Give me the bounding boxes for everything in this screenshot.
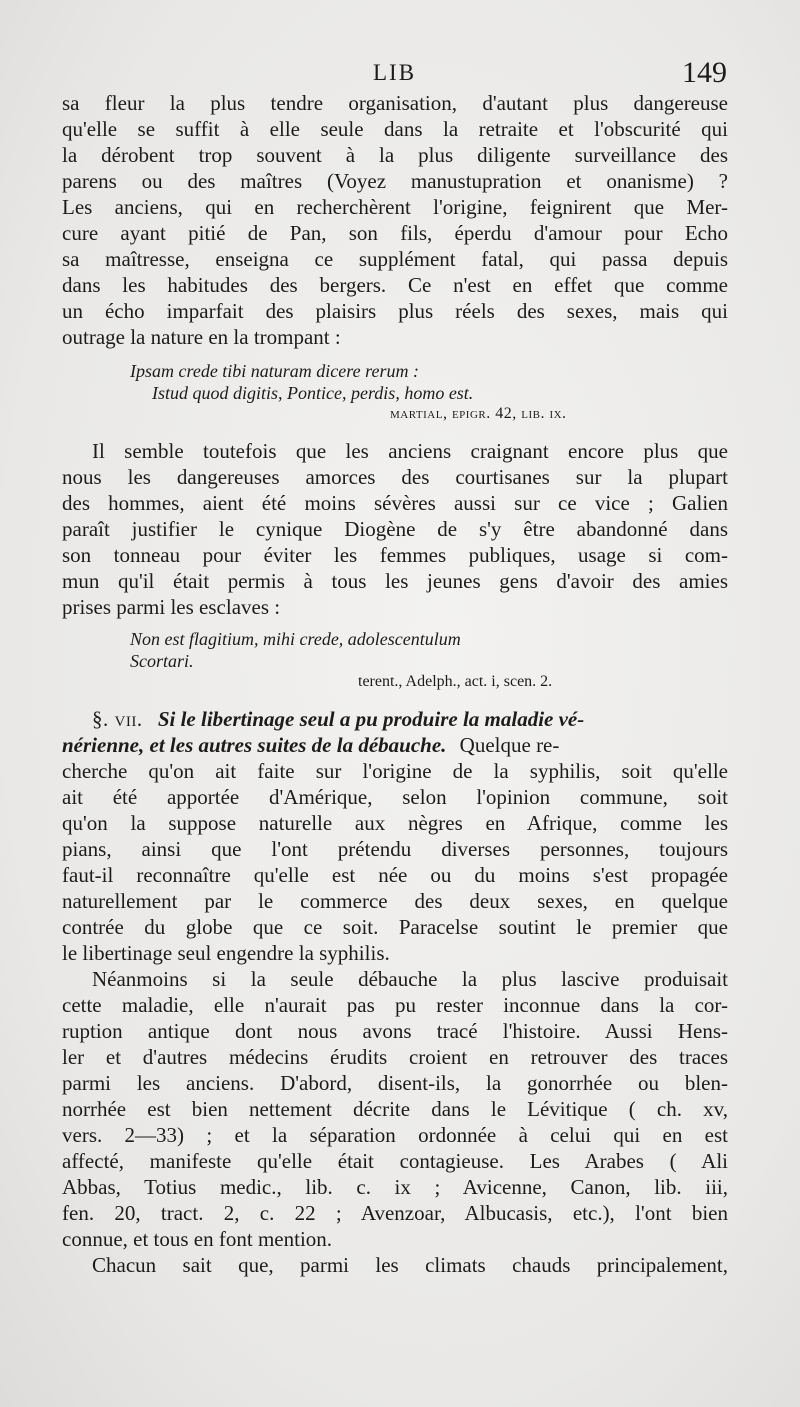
text-line: contrée du globe que ce soit. Paracelse soutint le premier que [62,915,728,939]
text-line: ruption antique dont nous avons tracé l'histoire. Aussi Hens- [62,1019,728,1043]
text-line: naturellement par le commerce des deux sexes, en quelque [62,889,728,913]
running-title: LIB [373,60,417,85]
text-line: cherche qu'on ait faite sur l'origine de la syphilis, soit qu'elle [62,759,728,783]
text-line: mun qu'il était permis à tous les jeunes gens d'avoir des amies [62,569,728,593]
text-line: sa maîtresse, enseigna ce supplément fatal, qui passa depuis [62,247,728,271]
section-heading: Si le libertinage seul a pu produire la maladie vé- [157,707,585,731]
text-line: cette maladie, elle n'aurait pas pu rester inconnue dans la cor- [62,993,728,1017]
page-number: 149 [682,56,727,89]
quote-line: Ipsam crede tibi naturam dicere rerum : [130,361,419,381]
text-line: affecté, manifeste qu'elle était contagieuse. Les Arabes ( Ali [62,1149,728,1173]
text-line: qu'elle se suffit à elle seule dans la retraite et l'obscurité qui [62,117,728,141]
text-line: qu'on la suppose naturelle aux nègres en Afrique, comme les [62,811,728,835]
text-line: un écho imparfait des plaisirs plus réels des sexes, mais qui [62,299,728,323]
quote-line: Non est flagitium, mihi crede, adolescentulum [130,629,461,649]
text-line: vers. 2—33) ; et la séparation ordonnée à celui qui en est [62,1123,728,1147]
text-line: prises parmi les esclaves : [62,595,281,619]
text-line: son tonneau pour éviter les femmes publiques, usage si com- [62,543,728,567]
text-line: fen. 20, tract. 2, c. 22 ; Avenzoar, Albucasis, etc.), l'ont bien [62,1201,728,1225]
quote-line: Istud quod digitis, Pontice, perdis, homo est. [152,383,474,403]
text-line: ait été apportée d'Amérique, selon l'opinion commune, soit [62,785,728,809]
quote-line: Scortari. [130,651,194,671]
text-line: outrage la nature en la trompant : [62,325,341,349]
text-line: Abbas, Totius medic., lib. c. ix ; Avicenne, Canon, lib. iii, [62,1175,728,1199]
text-line: faut-il reconnaître qu'elle est née ou du moins s'est propagée [62,863,728,887]
text-line: pians, ainsi que l'ont prétendu diverses personnes, toujours [62,837,728,861]
section-heading: nérienne, et les autres suites de la débauche. [62,733,447,757]
text-line: le libertinage seul engendre la syphilis. [62,941,390,965]
text-line: Néanmoins si la seule débauche la plus lascive produisait [92,967,728,991]
text-line: ler et d'autres médecins érudits croient en retrouver des traces [62,1045,728,1069]
section-text: Quelque re- [459,733,560,757]
text-line: des hommes, aient été moins sévères aussi sur ce vice ; Galien [62,491,728,515]
text-line: cure ayant pitié de Pan, son fils, éperdu d'amour pour Echo [62,221,728,245]
text-line: parens ou des maîtres (Voyez manustupration et onanisme) ? [62,169,728,193]
text-line: connue, et tous en font mention. [62,1227,333,1251]
quote-citation: martial, epigr. 42, lib. ix. [390,405,567,422]
text-line: norrhée est bien nettement décrite dans le Lévitique ( ch. xv, [62,1097,728,1121]
text-line: Les anciens, qui en recherchèrent l'origine, feignirent que Mer- [62,195,728,219]
section-heading-line [62,706,728,732]
text-line: parmi les anciens. D'abord, disent-ils, la gonorrhée ou blen- [62,1071,728,1095]
text-line: la dérobent trop souvent à la plus diligente surveillance des [62,143,728,167]
text-line: dans les habitudes des bergers. Ce n'est en effet que comme [62,273,728,297]
text-line: paraît justifier le cynique Diogène de s'y être abandonné dans [62,517,728,541]
section-heading-line [62,732,728,758]
text-line: Chacun sait que, parmi les climats chauds principalement, [92,1253,728,1277]
text-line: sa fleur la plus tendre organisation, d'autant plus dangereuse [62,91,728,115]
text-line: Il semble toutefois que les anciens craignant encore plus que [92,439,728,463]
text-line: nous les dangereuses amorces des courtisanes sur la plupart [62,465,728,489]
section-number: §. vii. [92,707,143,731]
quote-citation: terent., Adelph., act. i, scen. 2. [358,673,553,690]
